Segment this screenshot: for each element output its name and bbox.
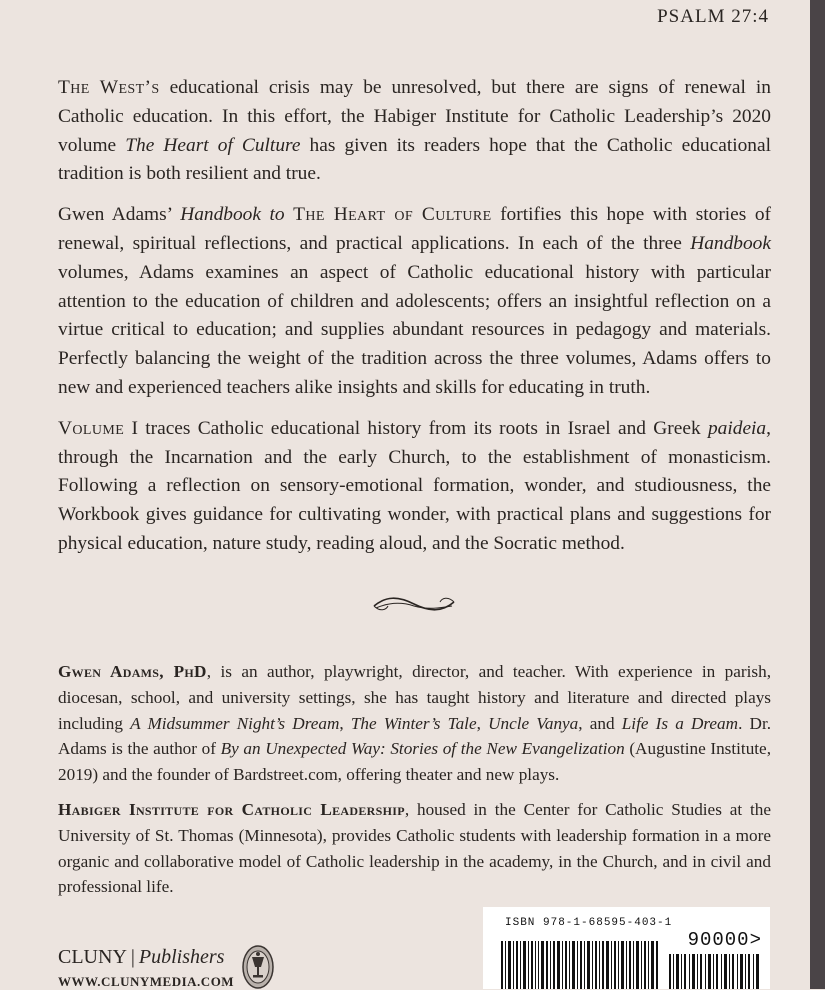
author-name: Gwen Adams, PhD — [58, 662, 207, 681]
bios — [58, 659, 771, 909]
play-title: Life Is a Dream — [621, 713, 739, 733]
chalice-seal-icon — [242, 945, 274, 989]
publisher-name: CLUNY — [58, 946, 127, 968]
isbn-number: ISBN 978-1-68595-403-1 — [505, 917, 673, 929]
text-run: volumes, Adams examines an aspect of Catholic educational history with particular attention to the education of children and adolescents; offers an insightful reflection on a virtue critical to education; and supplies abundant resources in pedagogy and materials. Perfectly balancing the weight of the tradition across the three volumes, Adams offers to new and experienced teachers alike insights and skills for educating in truth. — [58, 261, 771, 398]
text-run: , through the Incarnation and the early Church, to the establishment of monasticism. Following a reflection on sensory-emotional formation, wonder, and studiousness, the Workbook gives guidance for cultivating wonder, with practical plans and suggestions for physical education, nature study, reading aloud, and the Socratic method. — [58, 417, 771, 554]
institute-bio — [58, 797, 771, 900]
description-paragraph-2 — [58, 201, 771, 403]
volume-label: Volume — [58, 417, 125, 439]
text-run: (Augustine Institute, 2019) and the founder of Bardstreet.com, offering theater and new plays. — [58, 739, 771, 785]
text-run — [285, 204, 294, 225]
barcode-bars-icon — [501, 941, 661, 989]
flourish-ornament-icon — [372, 594, 456, 616]
text-run: I traces Catholic educational history from its roots in Israel and Greek — [124, 417, 708, 439]
publisher-logo — [58, 946, 224, 969]
publisher-label: Publishers — [138, 946, 225, 968]
paideia-term: paideia — [707, 417, 767, 439]
spine-edge — [810, 0, 825, 989]
book-title: The Heart of Culture — [125, 134, 301, 156]
play-title: A Midsummer Night’s Dream — [130, 713, 340, 733]
author-book-title: By an Unexpected Way: Stories of the New Evangelization — [220, 739, 625, 759]
barcode-panel — [483, 907, 770, 989]
text-run: , — [476, 713, 489, 733]
price-code: 90000> — [687, 929, 762, 951]
description-paragraph-3 — [58, 415, 771, 559]
text-run: has given its readers hope that the Catholic educational tradition is both resilient and true. — [58, 134, 771, 185]
handbook-title: Handbook — [690, 232, 771, 254]
text-run: , is an author, playwright, director, and teacher. With experience in parish, diocesan, school, and university settings, she has taught history and literature and directed plays including — [58, 662, 771, 733]
text-run: educational crisis may be unresolved, but there are signs of renewal in Catholic education. In this effort, the Habiger Institute for Catholic Leadership’s 2020 volume — [58, 77, 771, 156]
text-run: , housed in the Center for Catholic Studies at the University of St. Thomas (Minnesota), provides Catholic students with leadership formation in a more organic and collaborative model of Catholic leadership in the academy, in the Church, and in civil and professional life. — [58, 799, 771, 897]
text-run: , — [339, 713, 351, 733]
text-run: fortifies this hope with stories of renewal, spiritual reflections, and practical applications. In each of the three — [58, 204, 771, 254]
author-bio — [58, 659, 771, 788]
institute-name: Habiger Institute for Catholic Leadership — [58, 799, 405, 819]
heart-of-culture-title: The Heart of Culture — [293, 204, 492, 226]
psalm-reference: PSALM 27:4 — [657, 6, 769, 27]
book-description — [58, 74, 771, 571]
text-run: . Dr. Adams is the author of — [58, 713, 772, 759]
handbook-to-title: Handbook to — [180, 204, 285, 226]
text-run: Gwen Adams’ — [58, 204, 181, 226]
text-run: , and — [578, 713, 622, 733]
lead-the-west: The West’s — [58, 77, 160, 98]
addon-barcode-icon — [669, 954, 761, 989]
publisher-url[interactable]: WWW.CLUNYMEDIA.COM — [58, 974, 235, 989]
play-title: The Winter’s Tale — [350, 713, 477, 733]
publisher-separator: | — [130, 946, 135, 968]
description-paragraph-1 — [58, 74, 771, 189]
play-title: Uncle Vanya — [488, 713, 579, 733]
